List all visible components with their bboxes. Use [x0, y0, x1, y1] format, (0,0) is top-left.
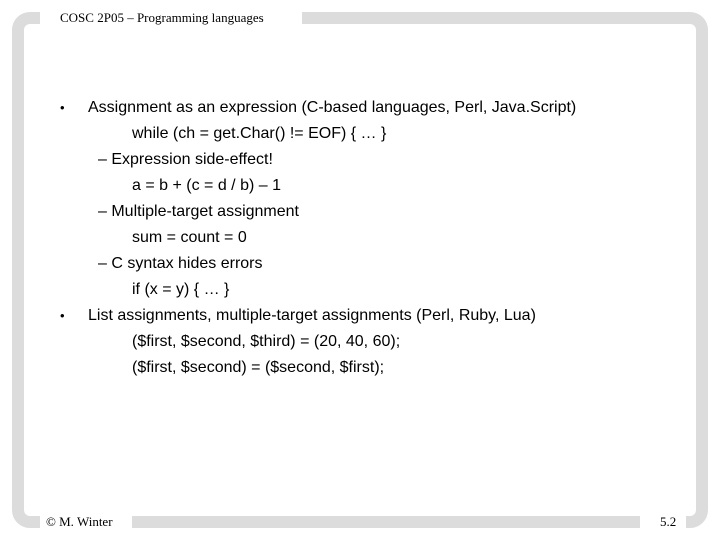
sub-bullet-line: – C syntax hides errors [98, 255, 263, 272]
bullet-line-2: List assignments, multiple-target assignments (Perl, Ruby, Lua) [88, 307, 536, 324]
code-line: if (x = y) { … } [132, 281, 230, 298]
code-line: ($first, $second) = ($second, $first); [132, 359, 385, 376]
footer-author: © M. Winter [46, 514, 113, 529]
code-line: ($first, $second, $third) = (20, 40, 60); [132, 333, 401, 350]
code-line: a = b + (c = d / b) – 1 [132, 177, 281, 194]
bullet-icon: • [60, 100, 65, 115]
bullet-line-1: Assignment as an expression (C-based languages, Perl, Java.Script) [88, 99, 577, 116]
course-title: COSC 2P05 – Programming languages [60, 10, 264, 25]
page-number: 5.2 [660, 514, 677, 529]
sub-bullet-line: – Expression side-effect! [98, 151, 273, 168]
sub-bullet-line: – Multiple-target assignment [98, 203, 299, 220]
bullet-icon: • [60, 308, 65, 323]
code-line: sum = count = 0 [132, 229, 247, 246]
code-line: while (ch = get.Char() != EOF) { … } [132, 125, 387, 142]
